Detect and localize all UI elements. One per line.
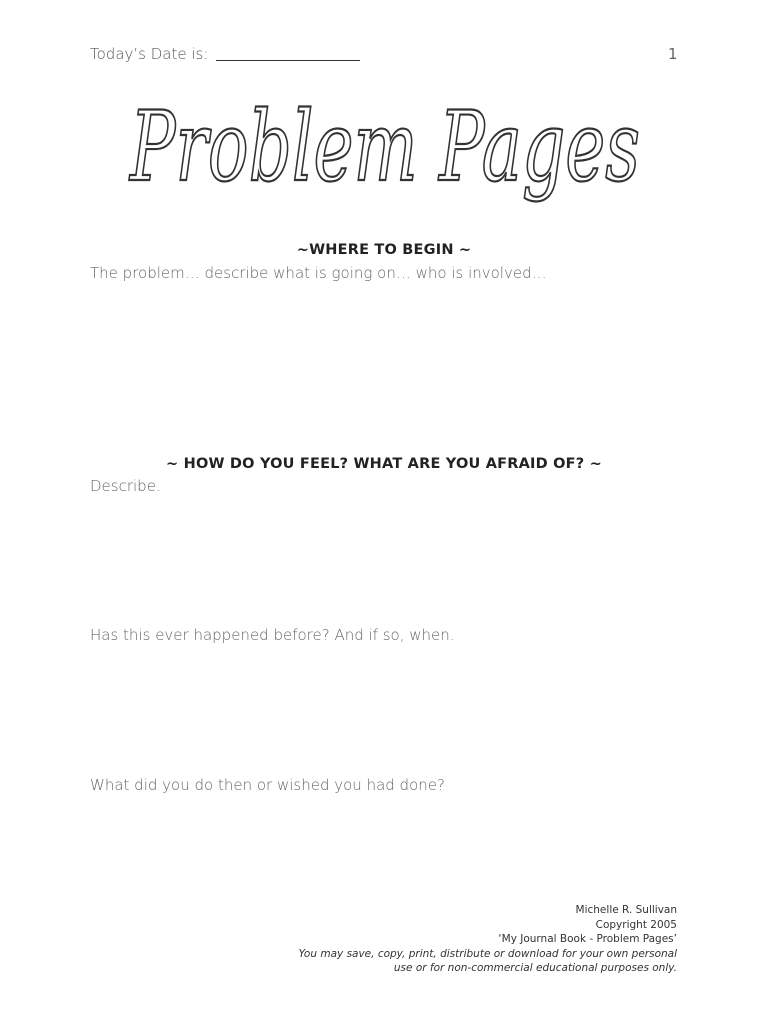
date-field [90,45,360,63]
footer-author: Michelle R. Sullivan [575,904,677,916]
footer-license-line-1: You may save, copy, print, distribute or download for your own personal [298,947,677,960]
prompt-describe: Describe. [90,477,161,495]
footer-book-title: ‘My Journal Book - Problem Pages’ [498,933,677,945]
footer-license-line-2: use or for non-commercial educational purposes only. [393,962,677,974]
section-heading-feelings: ~ HOW DO YOU FEEL? WHAT ARE YOU AFRAID OF? ~ [166,456,602,472]
prompt-problem: The problem… describe what is going on… who is involved… [90,264,547,282]
footer-credits [299,903,677,976]
footer-copyright: Copyright 2005 [595,918,677,931]
page-title [120,80,650,225]
date-label: Today’s Date is: [90,45,209,63]
page-number: 1 [668,45,678,63]
date-blank-line[interactable] [216,60,360,61]
page-title-text: Problem Pages [128,91,640,203]
prompt-what-did-you-do: What did you do then or wished you had done? [90,776,445,794]
prompt-happened-before: Has this ever happened before? And if so, when. [90,626,455,644]
section-heading-where-to-begin: ~WHERE TO BEGIN ~ [296,242,472,258]
